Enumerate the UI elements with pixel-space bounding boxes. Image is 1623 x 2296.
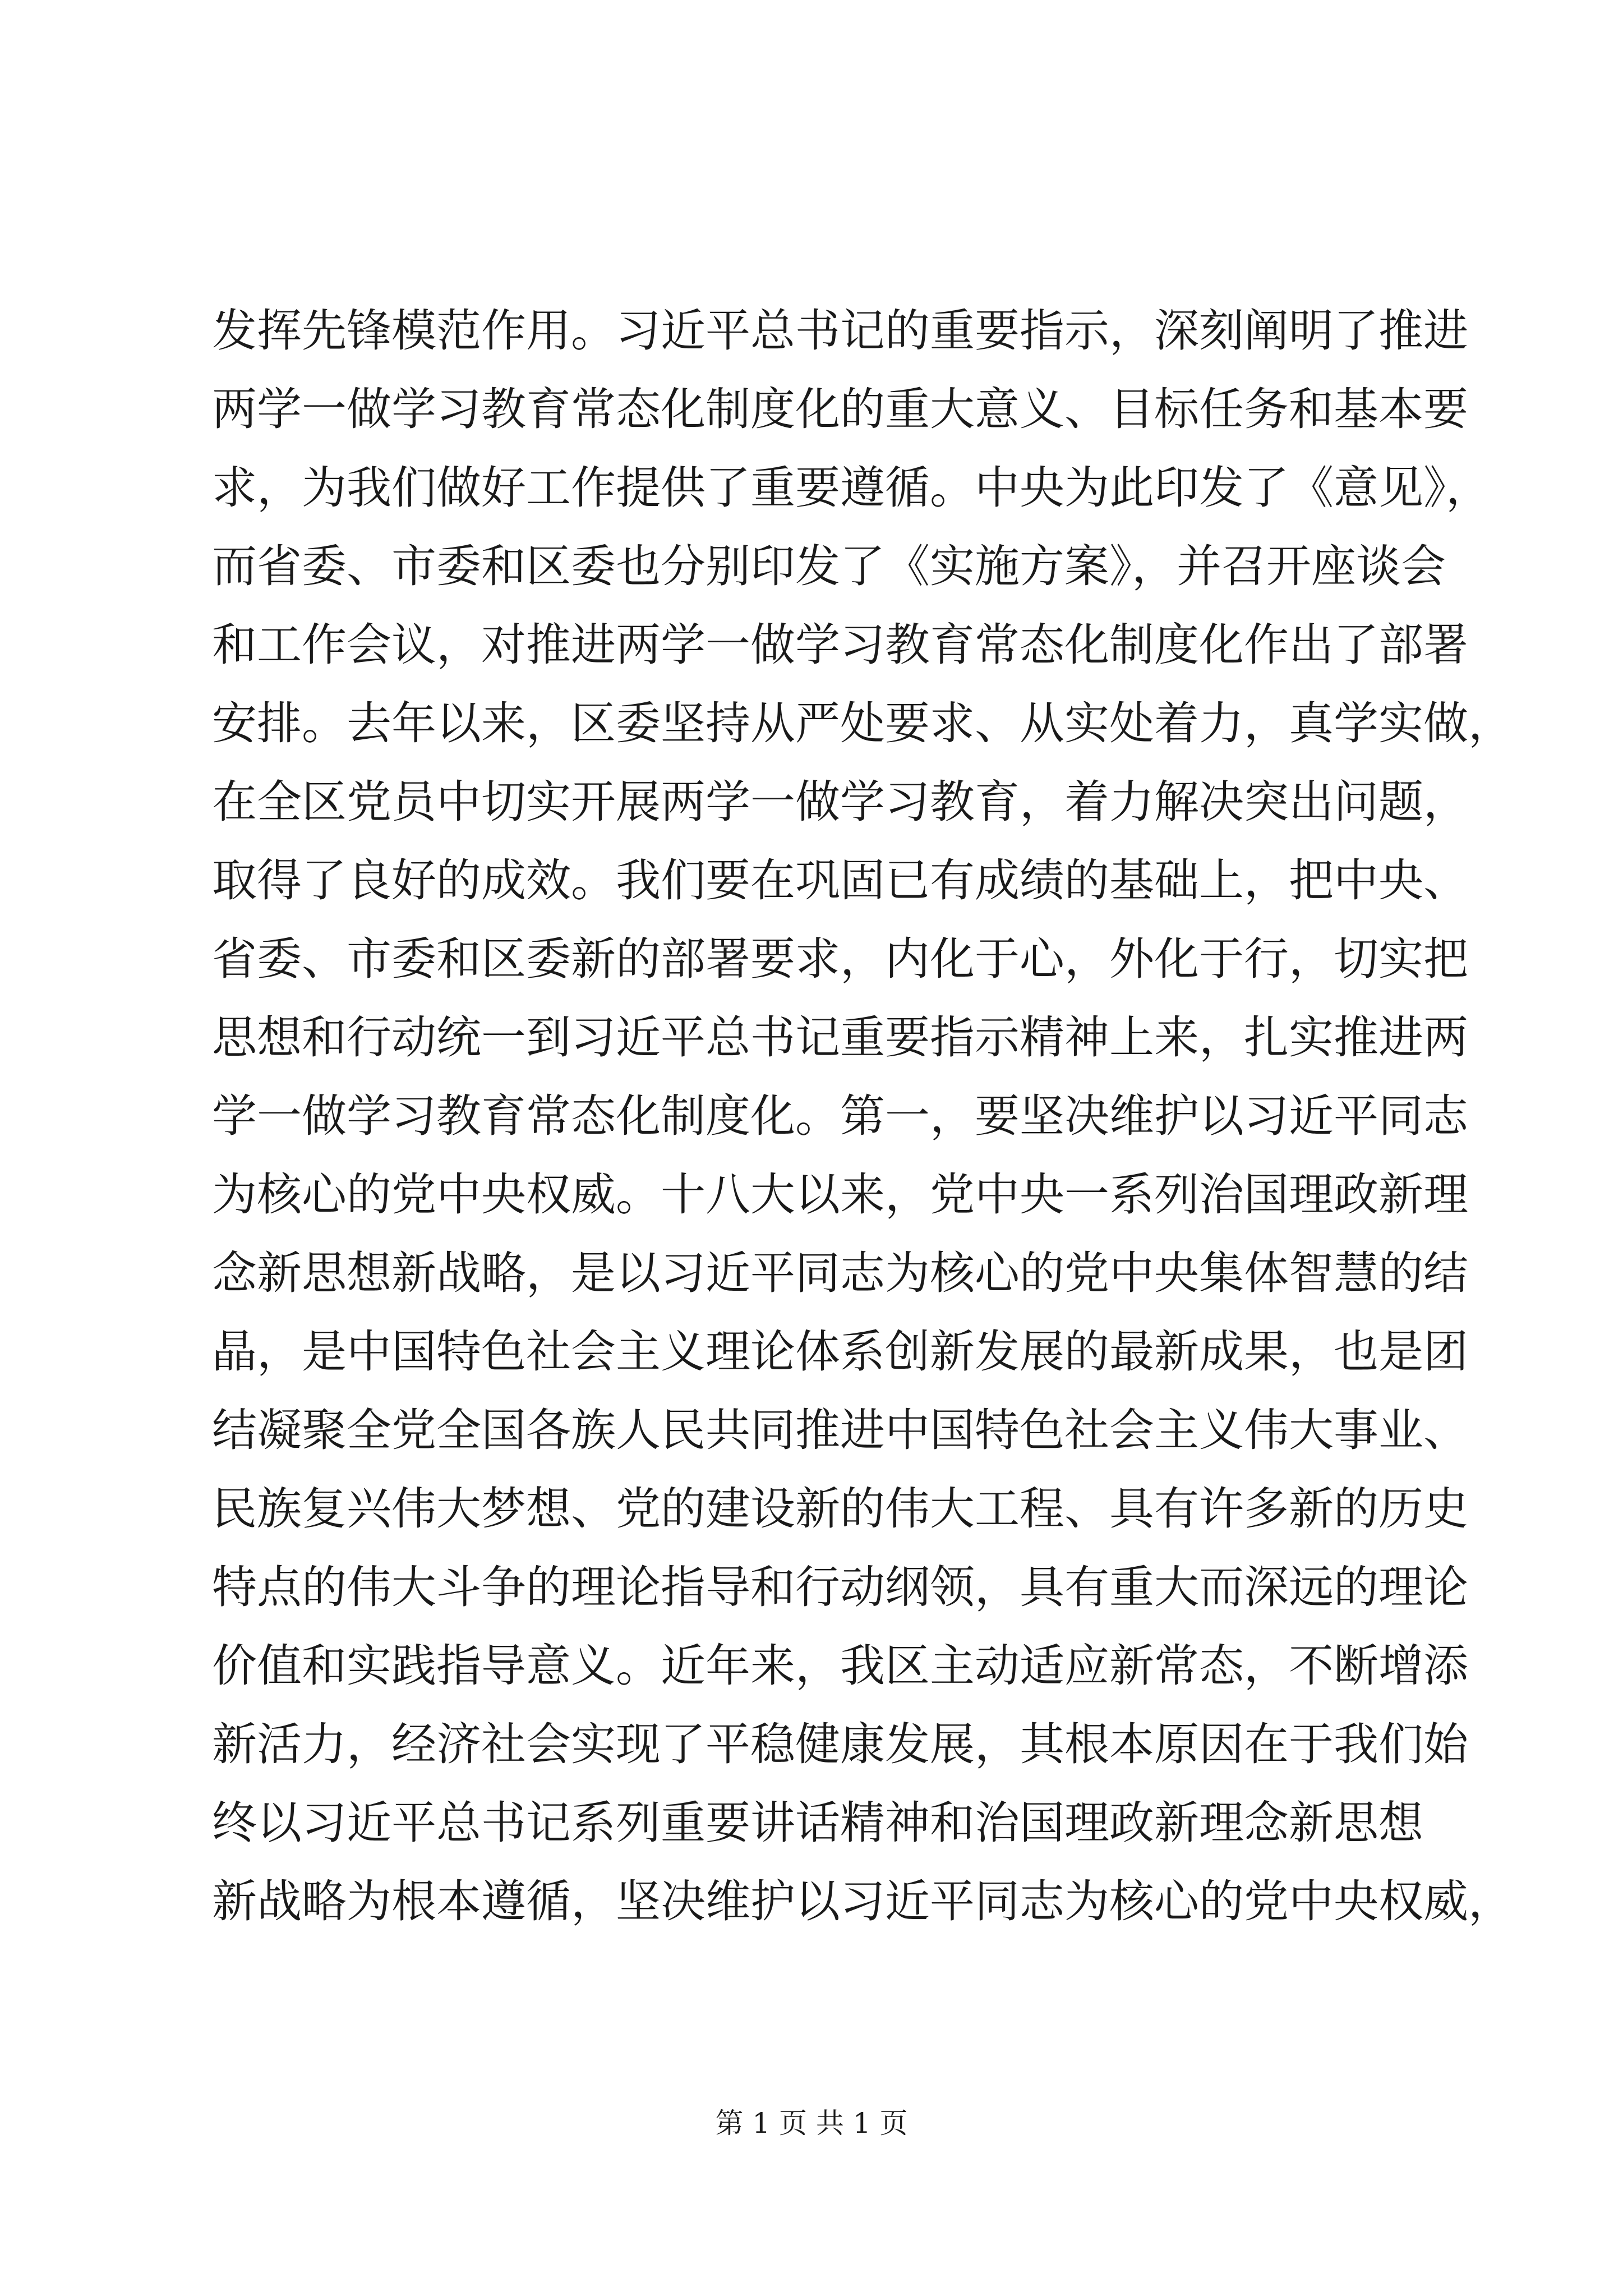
text-line: 民族复兴伟大梦想、党的建设新的伟大工程、具有许多新的历史: [212, 1483, 1468, 1535]
text-line: 思想和行动统一到习近平总书记重要指示精神上来，扎实推进两: [212, 1011, 1468, 1064]
text-line: 念新思想新战略，是以习近平同志为核心的党中央集体智慧的结: [212, 1247, 1468, 1299]
body-text: [212, 292, 1513, 1941]
text-line: 学一做学习教育常态化制度化。第一，要坚决维护以习近平同志: [212, 1090, 1468, 1142]
text-line: 和工作会议，对推进两学一做学习教育常态化制度化作出了部署: [212, 619, 1468, 671]
text-line: 新战略为根本遵循，坚决维护以习近平同志为核心的党中央权威，: [212, 1875, 1513, 1927]
text-line: 发挥先锋模范作用。习近平总书记的重要指示，深刻阐明了推进: [212, 305, 1468, 357]
text-line: 取得了良好的成效。我们要在巩固已有成绩的基础上，把中央、: [212, 854, 1468, 907]
text-line: 在全区党员中切实开展两学一做学习教育，着力解决突出问题，: [212, 776, 1468, 828]
text-line: 为核心的党中央权威。十八大以来，党中央一系列治国理政新理: [212, 1168, 1468, 1221]
text-line: 两学一做学习教育常态化制度化的重大意义、目标任务和基本要: [212, 383, 1468, 435]
text-line: 终以习近平总书记系列重要讲话精神和治国理政新理念新思想: [212, 1797, 1423, 1849]
text-line: 求，为我们做好工作提供了重要遵循。中央为此印发了《意见》，: [212, 462, 1491, 514]
text-line: 价值和实践指导意义。近年来，我区主动适应新常态，不断增添: [212, 1640, 1468, 1692]
page-footer: 第 1 页 共 1 页: [715, 2107, 908, 2139]
text-line: 省委、市委和区委新的部署要求，内化于心，外化于行，切实把: [212, 933, 1468, 985]
text-line: 安排。去年以来，区委坚持从严处要求、从实处着力，真学实做，: [212, 697, 1513, 749]
text-line: 晶，是中国特色社会主义理论体系创新发展的最新成果，也是团: [212, 1326, 1468, 1378]
text-line: 新活力，经济社会实现了平稳健康发展，其根本原因在于我们始: [212, 1718, 1468, 1770]
text-line: 结凝聚全党全国各族人民共同推进中国特色社会主义伟大事业、: [212, 1404, 1468, 1456]
text-line: 而省委、市委和区委也分别印发了《实施方案》，并召开座谈会: [212, 540, 1446, 592]
text-line: 特点的伟大斗争的理论指导和行动纲领，具有重大而深远的理论: [212, 1561, 1468, 1613]
